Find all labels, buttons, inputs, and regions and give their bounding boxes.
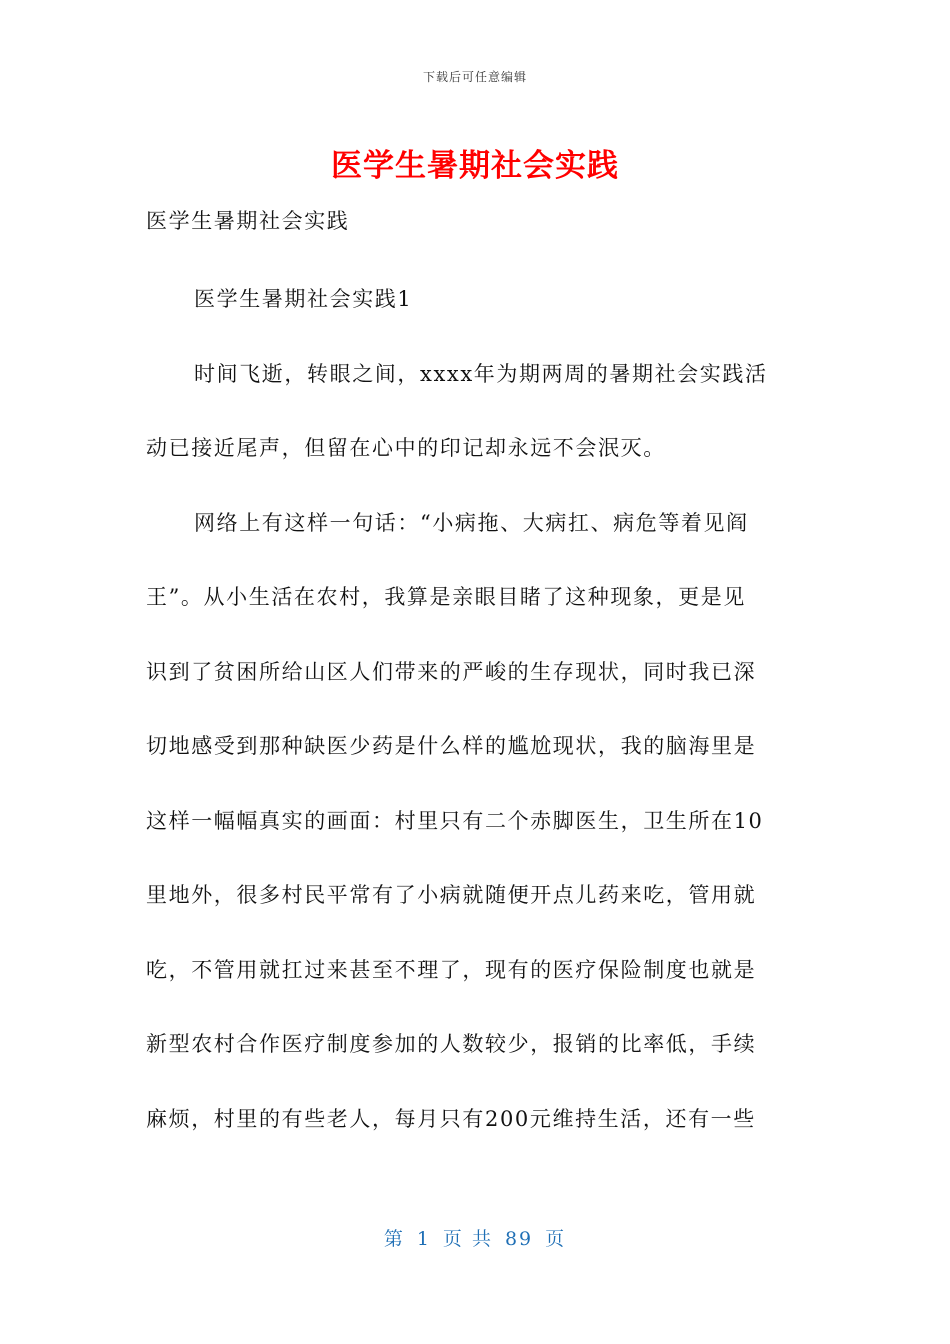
paragraph-line: 里地外，很多村民平常有了小病就随便开点儿药来吃，管用就 — [146, 883, 757, 907]
total-page-count: 89 — [504, 1228, 534, 1250]
page-number-footer — [0, 1224, 950, 1251]
paragraph-line: 王”。从小生活在农村，我算是亲眼目睹了这种现象，更是见 — [146, 585, 746, 609]
document-body — [146, 196, 806, 1168]
paragraph-line: 识到了贫困所给山区人们带来的严峻的生存现状，同时我已深 — [146, 659, 757, 684]
header-note: 下载后可任意编辑 — [422, 70, 527, 84]
section-heading: 医学生暑期社会实践1 — [194, 287, 413, 311]
paragraph-line: 时间飞逝，转眼之间，xxxx年为期两周的暑期社会实践活 — [194, 361, 768, 386]
current-page-number: 1 — [416, 1228, 431, 1250]
subtitle-line: 医学生暑期社会实践 — [146, 209, 350, 233]
footer-middle: 页 共 — [442, 1228, 493, 1250]
paragraph-line: 网络上有这样一句话：“小病拖、大病扛、病危等着见阎 — [194, 510, 749, 535]
paragraph-line: 切地感受到那种缺医少药是什么样的尴尬现状，我的脑海里是 — [146, 734, 757, 758]
footer-suffix: 页 — [545, 1228, 567, 1250]
document-title: 医学生暑期社会实践 — [331, 148, 619, 184]
paragraph-line: 动已接近尾声，但留在心中的印记却永远不会泯灭。 — [146, 436, 666, 460]
paragraph-line: 这样一幅幅真实的画面：村里只有二个赤脚医生，卫生所在10 — [146, 808, 764, 833]
paragraph-line: 新型农村合作医疗制度参加的人数较少，报销的比率低，手续 — [146, 1032, 757, 1056]
paragraph-line: 吃，不管用就扛过来甚至不理了，现有的医疗保险制度也就是 — [146, 957, 757, 982]
paragraph-line: 麻烦，村里的有些老人，每月只有200元维持生活，还有一些 — [146, 1106, 756, 1131]
footer-prefix: 第 — [383, 1228, 405, 1250]
